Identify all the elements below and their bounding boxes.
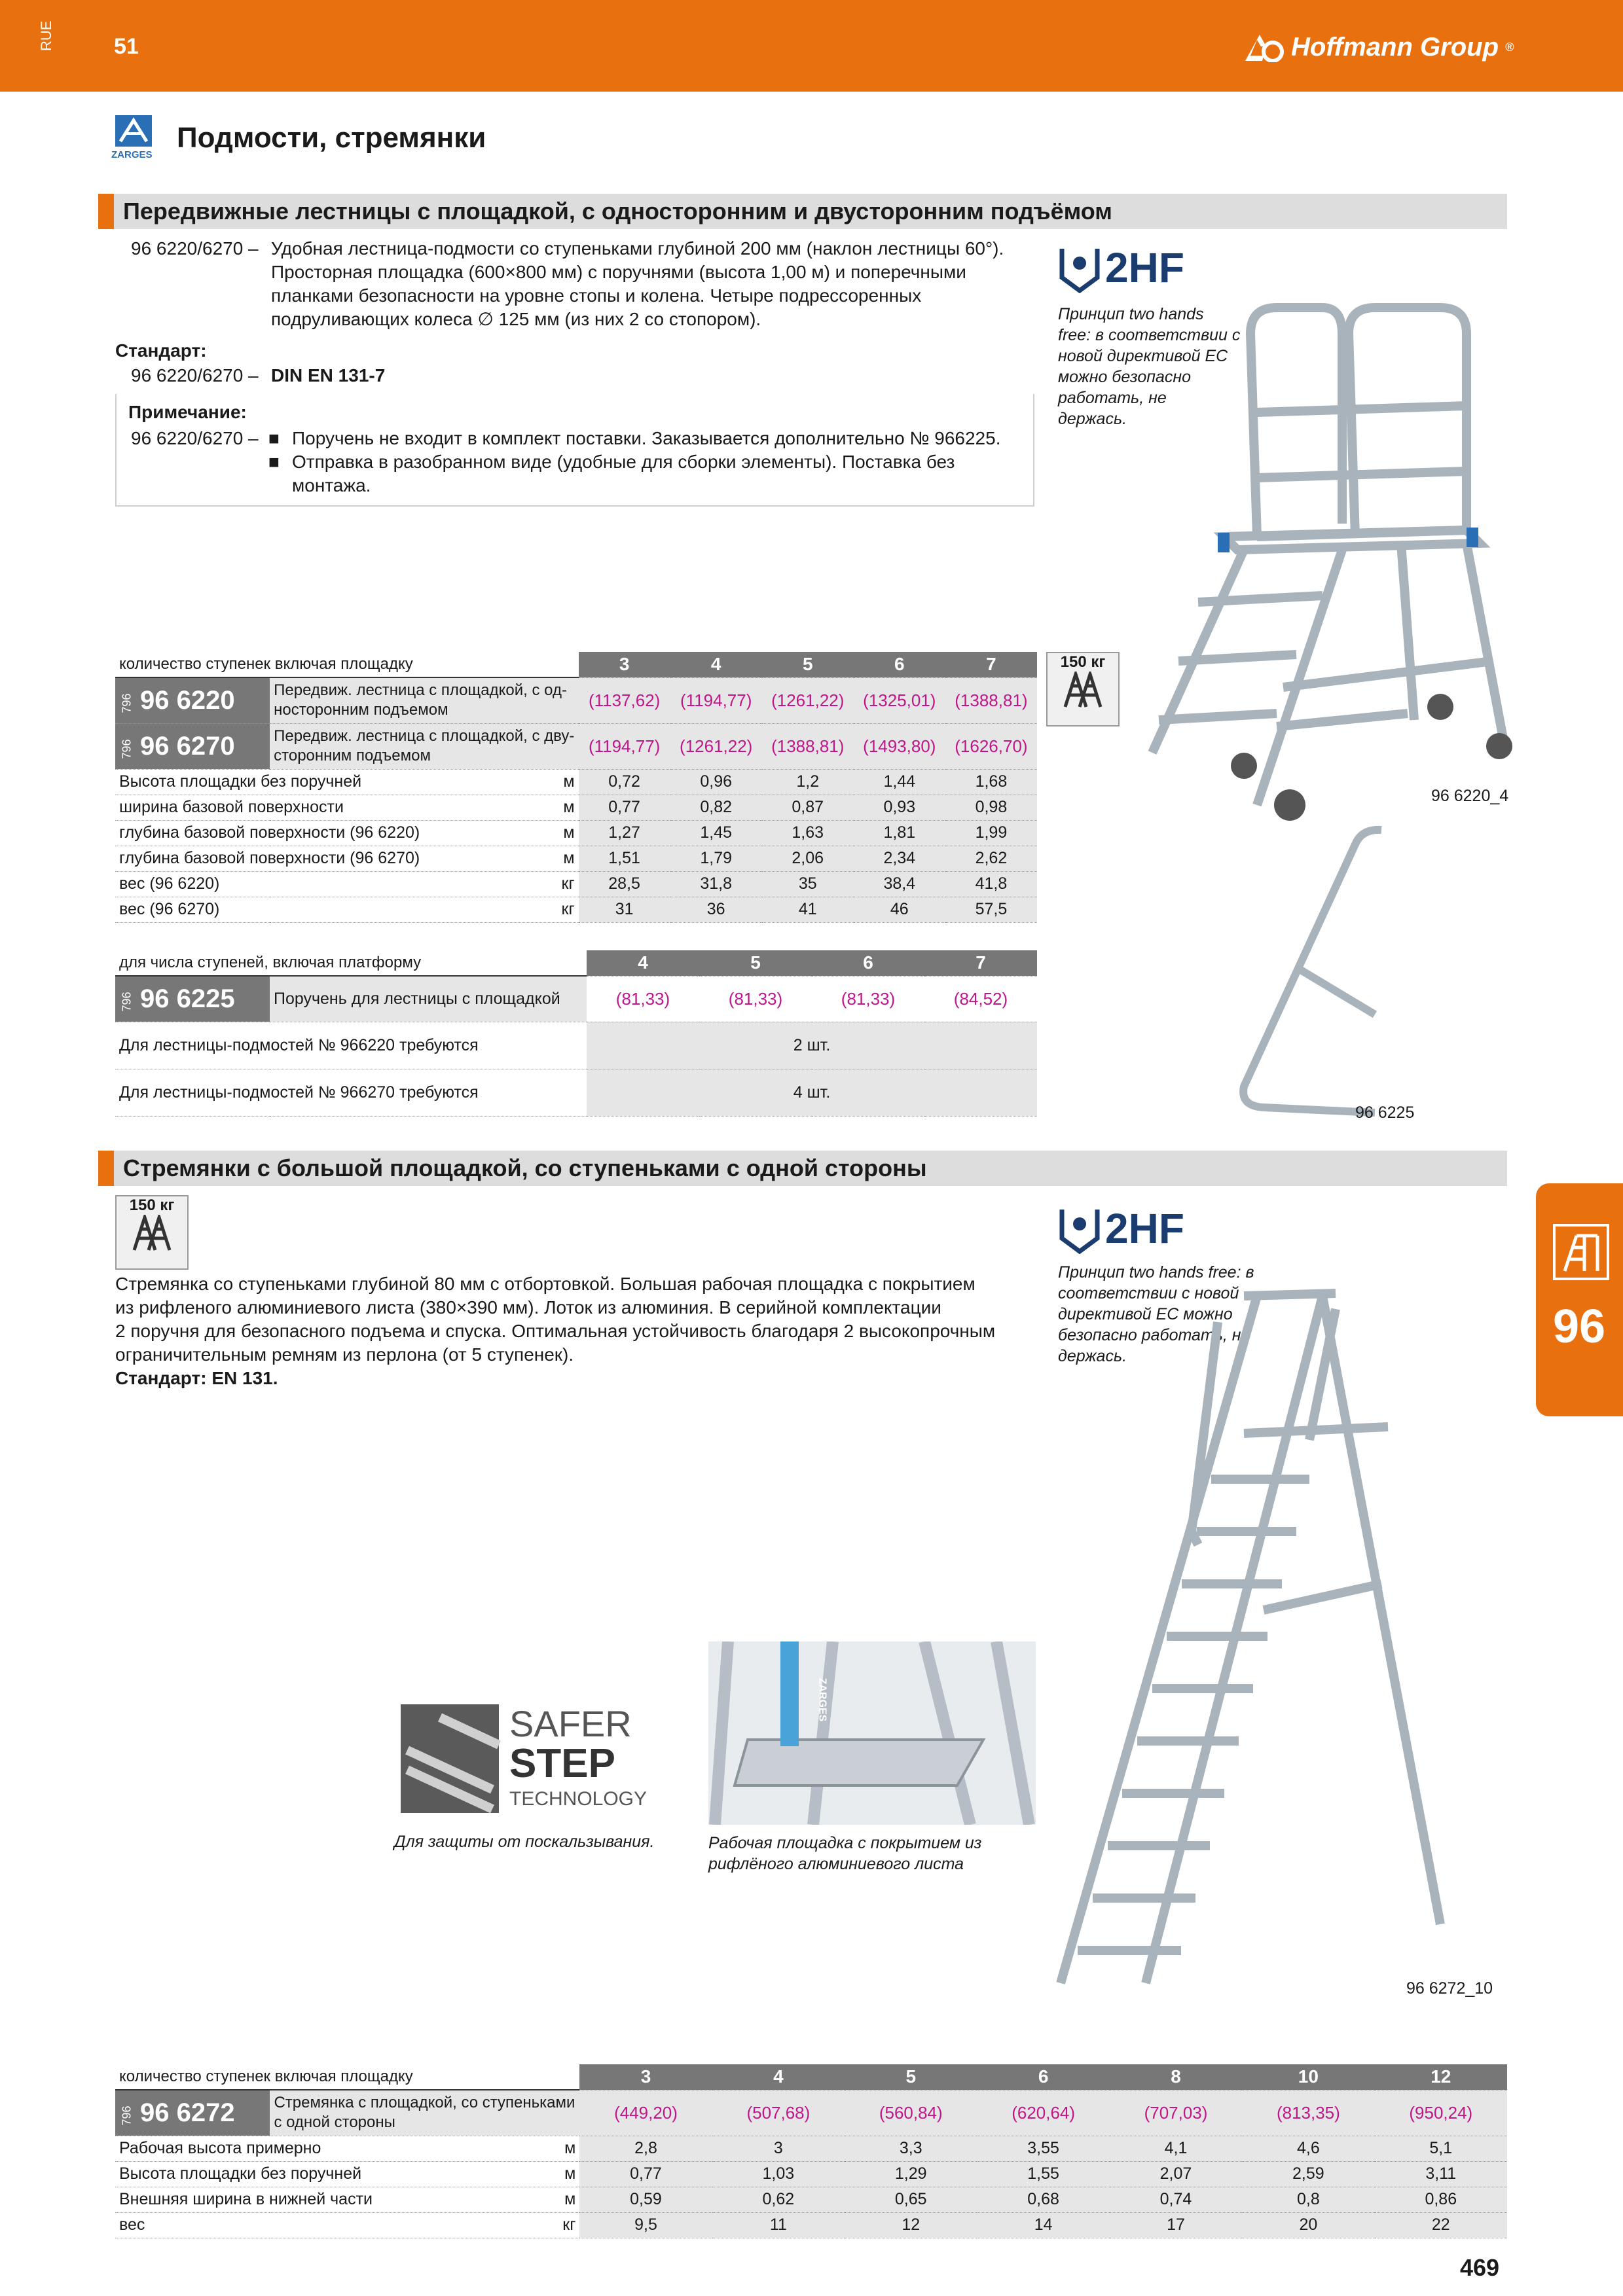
note-label: Примечание: (128, 402, 247, 422)
price-cell: (560,84) (845, 2090, 977, 2136)
column-header: 5 (699, 950, 812, 976)
section1-title: Передвижные лестницы с площадкой, с односторонним и двусторонним подъёмом (123, 198, 1112, 224)
section2-header (98, 1151, 1507, 1186)
note-item: ■ Отправка в разобранном виде (удобные для сборки элементы). Поставка без (268, 452, 955, 472)
column-header: 7 (945, 652, 1037, 677)
load-label: 150 кг (1060, 653, 1106, 671)
requirement-row (115, 1069, 1037, 1116)
note-item: ■ Поручень не входит в комплект поставки. Заказывается дополнительно № 966225. (268, 428, 1001, 448)
price-cell: (1194,77) (579, 723, 670, 769)
desc-line: Просторная площадка (600×800 мм) с поручнями (высота 1,00 м) и поперечными (271, 262, 966, 282)
standard-label: Стандарт: (115, 340, 207, 361)
load-capacity-badge (115, 1195, 189, 1270)
column-header: 3 (579, 652, 670, 677)
column-header: 3 (579, 2064, 712, 2090)
column-header: 8 (1110, 2064, 1242, 2090)
product-description-2: Стремянка со ступеньками глубиной 80 мм с отбортовкой. Большая рабочая площадка с покрытием из рифленого алюминиевого листа (380×390 мм). Лоток из алюминия. В серийной комплектации 2 поручня для безопасного подъема и спуска. Оптимальная устойчивость благодаря 2 высокопрочным ограничительным ремням из перлона (от 5 ступенек). Стандарт: EN 131. (115, 1272, 1045, 1390)
article-row (115, 723, 1037, 769)
table-header-row (115, 950, 1037, 976)
page-number-top: 51 (114, 34, 139, 59)
hands-free-icon (1058, 1204, 1101, 1254)
price-cell: (813,35) (1242, 2090, 1374, 2136)
desc-line: подруливающих колеса ∅ 125 мм (из них 2 со стопором). (271, 309, 761, 329)
article-number-cell: 796 96 6270 (115, 723, 270, 769)
twohf-logo (1058, 1204, 1101, 1257)
table-platform-ladders (115, 652, 1037, 923)
price-cell: (81,33) (699, 976, 812, 1022)
column-header: 7 (924, 950, 1037, 976)
section-marker (98, 1151, 114, 1186)
article-number-cell: 796 96 6272 (115, 2090, 270, 2136)
price-cell: (507,68) (712, 2090, 845, 2136)
spec-row: Внешняя ширина в нижней части м 0,59 0,62 0,65 0,68 0,74 0,8 0,86 (115, 2187, 1507, 2212)
table-header-label: количество ступенек включая площадку (115, 2064, 579, 2090)
column-header: 6 (854, 652, 945, 677)
requirement-value: 2 шт. (587, 1022, 1037, 1069)
price-cell: (1388,81) (945, 677, 1037, 723)
article-row (115, 2090, 1507, 2136)
price-cell: (1325,01) (854, 677, 945, 723)
table-header-label: для числа ступеней, включая платформу (115, 950, 587, 976)
price-cell: (1493,80) (854, 723, 945, 769)
chapter-number: 96 (1553, 1300, 1606, 1353)
column-header: 4 (712, 2064, 845, 2090)
column-header: 5 (762, 652, 854, 677)
section1-header (98, 194, 1507, 229)
product-description (271, 237, 1057, 331)
spec-label: глубина базовой поверхности (96 6270) м (115, 846, 579, 871)
brand-mark: ® (1505, 41, 1514, 54)
price-cell: (1137,62) (579, 677, 670, 723)
safer-step-icon (401, 1704, 505, 1816)
spec-label: ширина базовой поверхности м (115, 795, 579, 820)
column-header: 5 (845, 2064, 977, 2090)
article-number-cell: 796 96 6225 (115, 976, 270, 1022)
article-number: 96 6272 (140, 2098, 235, 2127)
spec-row: ширина базовой поверхности м 0,77 0,82 0,87 0,93 0,98 (115, 795, 1037, 820)
spec-label: вес (96 6270) кг (115, 897, 579, 922)
image-caption-966220: 96 6220_4 (1431, 787, 1509, 805)
spec-label: Рабочая высота примерно м (115, 2136, 579, 2161)
note-list (268, 427, 1021, 497)
note-ref: 96 6220/6270 – (131, 428, 259, 448)
column-header: 12 (1375, 2064, 1507, 2090)
price-cell: (81,33) (812, 976, 924, 1022)
catalog-title: Подмости, стремянки (177, 122, 486, 154)
spec-label: Внешняя ширина в нижней части м (115, 2187, 579, 2212)
price-cell: (84,52) (924, 976, 1037, 1022)
handrail-image (1231, 825, 1401, 1119)
note-item: монтажа. (292, 475, 371, 495)
price-cell: (1388,81) (762, 723, 854, 769)
spec-row: вес кг 9,5 11 12 14 17 20 22 (115, 2212, 1507, 2238)
requirement-value: 4 шт. (587, 1069, 1037, 1116)
article-number: 96 6270 (140, 731, 235, 761)
table-header-label: количество ступенек включая площадку (115, 652, 579, 677)
spec-row: вес (96 6220) кг 28,5 31,8 35 38,4 41,8 (115, 871, 1037, 897)
requirement-row (115, 1022, 1037, 1069)
price-cell: (449,20) (579, 2090, 712, 2136)
spec-label: глубина базовой поверхности (96 6220) м (115, 820, 579, 846)
language-code: RUE (38, 20, 54, 51)
article-number-cell: 796 96 6220 (115, 677, 270, 723)
technology-text: TECHNOLOGY (509, 1788, 647, 1810)
step-ladder-image (1048, 1270, 1453, 1996)
article-description: Передвиж. лестница с площадкой, с дву- сторонним подъемом (270, 723, 578, 769)
desc-line: планками безопасности на уровне стопы и колена. Четыре подрессоренных (271, 285, 922, 306)
spec-row: глубина базовой поверхности (96 6220) м 1,27 1,45 1,63 1,81 1,99 (115, 820, 1037, 846)
step-text: STEP (509, 1741, 615, 1786)
load-label: 150 кг (129, 1196, 175, 1214)
column-header: 6 (977, 2064, 1109, 2090)
spec-label: Высота площадки без поручней м (115, 2161, 579, 2187)
ladder-chair-icon (1552, 1223, 1611, 1282)
standard-value: DIN EN 131-7 (271, 365, 386, 386)
safer-step-caption: Для защиты от поскальзывания. (394, 1833, 655, 1851)
twohf-caption: Принцип two hands free: в соответствии с новой директивой ЕС можно безопасно работать, не держась. (1058, 305, 1241, 428)
price-cell: (1261,22) (670, 723, 762, 769)
platform-ladder-image (1126, 295, 1532, 838)
image-caption-966272: 96 6272_10 (1406, 1979, 1493, 1998)
platform-caption: Рабочая площадка с покрытием из рифлёного алюминиевого листа (708, 1834, 982, 1873)
twohf-text: 2HF (1105, 1205, 1184, 1252)
spec-label: вес (96 6220) кг (115, 871, 579, 897)
table-header-row (115, 2064, 1507, 2090)
hoffmann-logo-icon (1244, 33, 1285, 62)
spec-label: вес кг (115, 2212, 579, 2238)
article-row (115, 677, 1037, 723)
article-description: Передвиж. лестница с площадкой, с од- носторонним подъемом (270, 677, 578, 723)
page-number-bottom: 469 (1460, 2254, 1500, 2281)
spec-row: Высота площадки без поручней м 0,72 0,96 1,2 1,44 1,68 (115, 769, 1037, 795)
column-header: 6 (812, 950, 924, 976)
standard-line: Стандарт: EN 131. (115, 1368, 278, 1388)
safer-step-logo (401, 1703, 647, 1822)
article-row (115, 976, 1037, 1022)
price-cell: (950,24) (1375, 2090, 1507, 2136)
spec-row: Рабочая высота примерно м 2,8 3 3,3 3,55 4,1 4,6 5,1 (115, 2136, 1507, 2161)
spec-row: глубина базовой поверхности (96 6270) м 1,51 1,79 2,06 2,34 2,62 (115, 846, 1037, 871)
requirement-label: Для лестницы-подмостей № 966270 требуются (115, 1069, 587, 1116)
price-cell: (1626,70) (945, 723, 1037, 769)
article-number: 96 6220 (140, 685, 235, 715)
spec-row: вес (96 6270) кг 31 36 41 46 57,5 (115, 897, 1037, 922)
platform-photo (708, 1641, 1036, 1825)
standard-ref: 96 6220/6270 – (131, 365, 259, 386)
desc-ref: 96 6220/6270 – (131, 238, 259, 259)
brand-logo (1244, 33, 1514, 62)
article-number: 96 6225 (140, 984, 235, 1013)
price-cell: (707,03) (1110, 2090, 1242, 2136)
table-step-ladders (115, 2064, 1507, 2238)
twohf-text: 2HF (1105, 244, 1184, 291)
ladder-icon (1060, 672, 1106, 708)
spec-row: Высота площадки без поручней м 0,77 1,03 1,29 1,55 2,07 2,59 3,11 (115, 2161, 1507, 2187)
section2-title: Стремянки с большой площадкой, со ступеньками с одной стороны (123, 1155, 927, 1181)
chapter-tab[interactable] (1536, 1183, 1623, 1416)
zarges-logo-text: ZARGES (111, 149, 153, 160)
price-cell: (1261,22) (762, 677, 854, 723)
column-header: 4 (587, 950, 699, 976)
ladder-icon (129, 1215, 175, 1251)
twohf-caption: Принцип two hands free: в соответствии с новой директивой ЕС можно безопасно работать, не держась. (1058, 1263, 1254, 1365)
spec-label: Высота площадки без поручней м (115, 769, 579, 795)
image-caption-966225: 96 6225 (1355, 1103, 1415, 1122)
table-header-row (115, 652, 1037, 677)
price-cell: (1194,77) (670, 677, 762, 723)
price-cell: (620,64) (977, 2090, 1109, 2136)
twohf-logo (1058, 243, 1101, 296)
column-header: 4 (670, 652, 762, 677)
table-handrail (115, 950, 1037, 1117)
price-cell: (81,33) (587, 976, 699, 1022)
section-marker (98, 194, 114, 229)
platform-brand: ZARGES (816, 1677, 828, 1722)
desc-line: Удобная лестница-подмости со ступеньками глубиной 200 мм (наклон лестницы 60°). (271, 238, 1004, 259)
hands-free-icon (1058, 243, 1101, 293)
article-description: Поручень для лестницы с площадкой (270, 976, 587, 1022)
safer-text: SAFER (509, 1703, 632, 1744)
article-description: Стремянка с площадкой, со ступеньками с одной стороны (270, 2090, 579, 2136)
zarges-logo-icon (115, 115, 152, 147)
requirement-label: Для лестницы-подмостей № 966220 требуются (115, 1022, 587, 1069)
brand-name: Hoffmann Group (1291, 33, 1499, 62)
column-header: 10 (1242, 2064, 1374, 2090)
load-capacity-badge (1046, 652, 1120, 726)
